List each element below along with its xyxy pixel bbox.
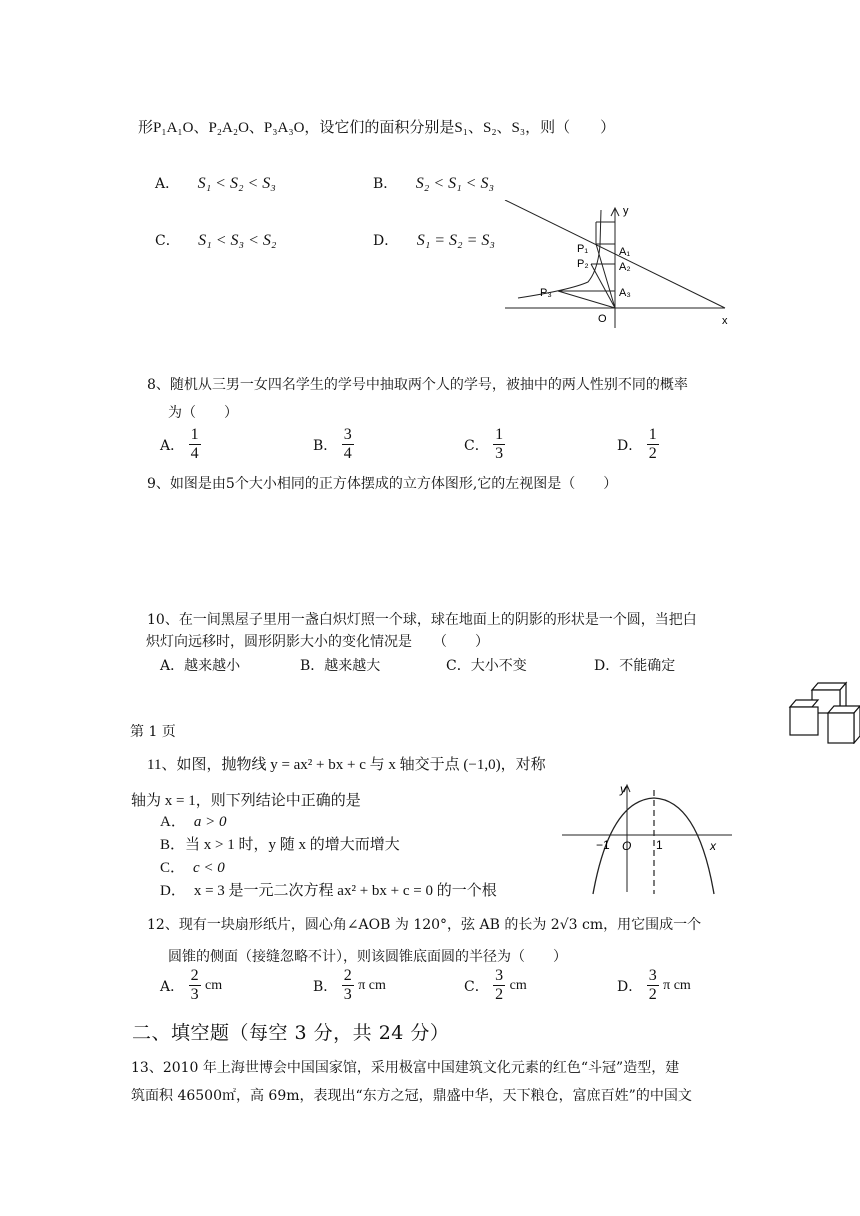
option-unit: cm — [205, 977, 223, 993]
neg-one-label: −1 — [596, 838, 610, 852]
q10-option-a — [160, 655, 240, 675]
option-label: D． — [373, 233, 399, 249]
q11-stem-line2: 轴为 x = 1，则下列结论中正确的是 — [131, 793, 361, 809]
q11-option-a — [160, 810, 226, 831]
p2-label: P₂ — [577, 258, 589, 270]
option-label: D． — [617, 437, 643, 454]
option-label: C． — [464, 978, 489, 995]
option-text: x = 3 是一元二次方程 ax² + bx + c = 0 的一个根 — [193, 883, 497, 899]
numerator: 3 — [342, 426, 354, 445]
one-label: 1 — [656, 838, 663, 852]
option-label: C． — [464, 437, 489, 454]
q10-option-d — [594, 655, 675, 675]
fraction — [189, 967, 201, 1005]
option-label: B． — [300, 658, 325, 674]
denominator: 4 — [343, 445, 352, 463]
p1-label: P₁ — [577, 243, 589, 255]
denominator: 2 — [648, 445, 657, 463]
q12-stem-line2: 圆锥的侧面（接缝忽略不计），则该圆锥底面圆的半径为（ ） — [168, 949, 567, 965]
numerator: 2 — [189, 967, 201, 986]
option-text: 大小不变 — [470, 658, 527, 674]
q7-option-a — [155, 173, 276, 193]
q11-option-d — [160, 879, 497, 900]
option-text: S₁ < S₃ < S₂ — [198, 232, 277, 249]
denominator: 3 — [343, 986, 352, 1004]
cube-stack-figure — [788, 680, 860, 744]
origin-label: O — [622, 839, 632, 853]
option-text: S₂ < S₁ < S₃ — [415, 175, 495, 192]
q10-option-c — [446, 655, 527, 675]
numerator: 3 — [647, 967, 659, 986]
option-label: C． — [155, 233, 180, 249]
q12-option-a — [160, 967, 222, 1005]
option-label: A． — [155, 176, 180, 192]
fraction — [647, 967, 659, 1005]
option-label: D． — [594, 658, 620, 674]
q12-stem-line1: 12、现有一块扇形纸片，圆心角∠AOB 为 120°，弦 AB 的长为 2√3 cm，用它围成一个 — [147, 917, 702, 933]
y-axis-label: y — [620, 782, 626, 796]
q8-stem-line1: 8、随机从三男一女四名学生的学号中抽取两个人的学号，被抽中的两人性别不同的概率 — [147, 377, 688, 393]
option-unit: cm — [509, 977, 527, 993]
a3-label: A₃ — [619, 287, 631, 299]
q12-option-d — [617, 967, 691, 1005]
option-text: S₁ < S₂ < S₃ — [197, 175, 276, 192]
option-text: c < 0 — [193, 860, 225, 876]
option-label: C． — [160, 860, 186, 876]
origin-label: O — [598, 313, 607, 325]
option-label: B． — [313, 437, 338, 454]
q7-hyperbola-figure — [500, 200, 740, 330]
q13-line1: 13、2010 年上海世博会中国国家馆，采用极富中国建筑文化元素的红色“斗冠”造型，建 — [131, 1060, 680, 1076]
denominator: 3 — [495, 445, 504, 463]
numerator: 1 — [189, 426, 201, 445]
option-text: S₁ = S₂ = S₃ — [416, 232, 495, 249]
q7-stem: 形P₁A₁O、P₂A₂O、P₃A₃O，设它们的面积分别是S₁、S₂、S₃，则（ ） — [138, 120, 616, 136]
denominator: 3 — [190, 986, 199, 1004]
q10-option-b — [300, 655, 380, 675]
fraction — [493, 426, 505, 464]
q12-option-b — [313, 967, 386, 1005]
x-axis-label: x — [710, 839, 716, 853]
option-label: A． — [160, 437, 185, 454]
q13-line2: 筑面积 46500㎡，高 69m，表现出“东方之冠，鼎盛中华，天下粮仓，富庶百姓”的中国文 — [131, 1088, 692, 1104]
option-text: 越来越小 — [184, 658, 241, 674]
q12-option-c — [464, 967, 527, 1005]
option-label: A． — [160, 658, 185, 674]
fraction — [647, 426, 659, 464]
option-label: B． — [373, 176, 398, 192]
option-label: A． — [160, 814, 186, 830]
denominator: 2 — [648, 986, 657, 1004]
q10-stem-line2: 炽灯向远移时，圆形阴影大小的变化情况是 （ ） — [146, 634, 489, 650]
q11-option-b — [160, 833, 400, 854]
option-label: B． — [160, 837, 186, 853]
option-text: 不能确定 — [619, 658, 676, 674]
option-label: D． — [617, 978, 643, 995]
denominator: 4 — [190, 445, 199, 463]
q7-option-b — [373, 173, 494, 193]
q8-option-c — [464, 426, 505, 464]
q7-option-d — [373, 230, 495, 250]
option-unit: π cm — [663, 977, 691, 993]
page-number: 第 1 页 — [130, 724, 176, 740]
q11-parabola-figure — [560, 780, 735, 898]
q11-option-c — [160, 856, 225, 877]
option-unit: π cm — [358, 977, 386, 993]
section-heading: 二、填空题（每空 3 分，共 24 分） — [132, 1022, 450, 1044]
p3-label: P₃ — [540, 287, 552, 299]
fraction — [342, 967, 354, 1005]
fraction — [189, 426, 201, 464]
x-axis-label: x — [722, 315, 728, 327]
option-label: D． — [160, 883, 186, 899]
numerator: 2 — [342, 967, 354, 986]
option-label: C． — [446, 658, 471, 674]
option-label: B． — [313, 978, 338, 995]
q8-option-d — [617, 426, 659, 464]
option-label: A． — [160, 978, 185, 995]
q10-stem-line1: 10、在一间黑屋子里用一盏白炽灯照一个球，球在地面上的阴影的形状是一个圆，当把白 — [147, 612, 697, 628]
y-axis-label: y — [623, 205, 629, 217]
a2-label: A₂ — [619, 261, 631, 273]
denominator: 2 — [495, 986, 504, 1004]
numerator: 3 — [493, 967, 505, 986]
q8-option-a — [160, 426, 201, 464]
a1-label: A₁ — [619, 246, 631, 258]
option-text: 当 x > 1 时，y 随 x 的增大而增大 — [185, 837, 400, 853]
numerator: 1 — [493, 426, 505, 445]
fraction — [493, 967, 505, 1005]
q7-option-c — [155, 230, 276, 250]
option-text: a > 0 — [193, 814, 227, 830]
q8-stem-line2: 为（ ） — [168, 405, 238, 421]
q8-option-b — [313, 426, 354, 464]
q11-stem-line1: 11、如图，抛物线 y = ax² + bx + c 与 x 轴交于点 (−1,0)，对称 — [147, 757, 546, 773]
q9-stem: 9、如图是由5个大小相同的正方体摆成的立方体图形,它的左视图是（ ） — [147, 476, 618, 492]
fraction — [342, 426, 354, 464]
option-text: 越来越大 — [324, 658, 381, 674]
numerator: 1 — [647, 426, 659, 445]
